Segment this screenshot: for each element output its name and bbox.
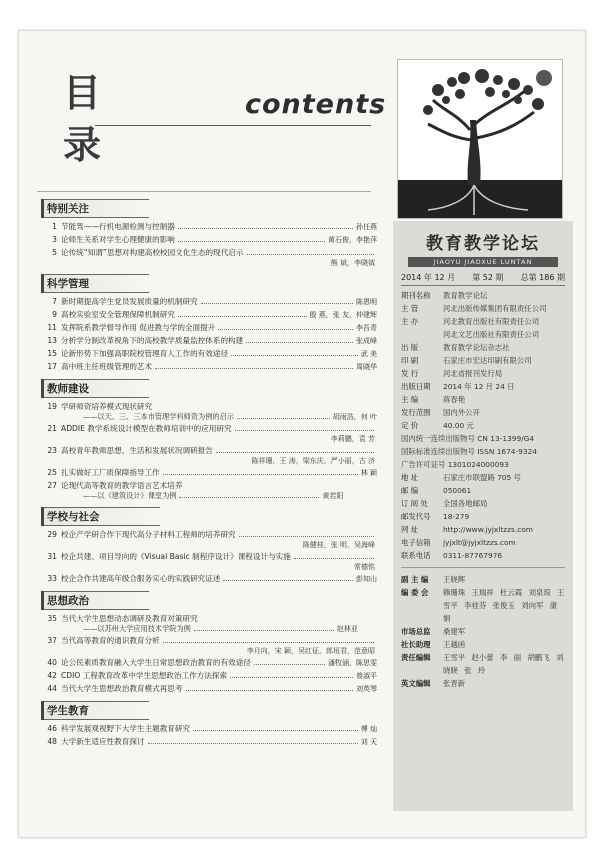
info-label: 印 刷 [401, 356, 419, 365]
article-author: 胡雨浩，何 叶 [332, 413, 377, 421]
info-value: 蒋春艳 [443, 395, 466, 404]
section-heading: 教师建设 [41, 379, 149, 398]
article-title: 大学新生适应性教育探讨 [61, 737, 145, 746]
toc-entry-line [41, 670, 377, 682]
info-label: 邮 编 [401, 486, 419, 495]
page-number: 40 [47, 658, 57, 667]
contents-heading: contents [245, 89, 387, 120]
staff-names: 桑建军 [443, 627, 466, 636]
article-title: 当代大学生思想动态调研及教育对策研究 [61, 614, 198, 623]
issue-rule [401, 285, 565, 286]
info-label: 网 址 [401, 525, 419, 534]
info-value: 教育教学论坛 [443, 291, 488, 300]
toc-entry-subline [41, 624, 377, 634]
info-label: 订 阅 处 [401, 499, 428, 508]
staff-rule [401, 567, 565, 568]
toc-entry-line [41, 613, 377, 624]
toc-entry [41, 736, 377, 748]
leader-dots [178, 316, 307, 317]
toc-entry-line [41, 551, 377, 562]
article-title: 新时期提高学生党员发展质量的机制研究 [61, 297, 198, 306]
leader-dots [194, 630, 334, 631]
toc-entry [41, 309, 377, 321]
info-label: 电子信箱 [401, 538, 431, 547]
toc-section [41, 377, 377, 501]
toc-entry-line [41, 221, 377, 233]
info-label: 期刊名称 [401, 291, 431, 300]
article-title: 高中班主任班级管理的艺术 [61, 362, 153, 371]
info-value-continued: 河北文艺出版社有限责任公司 [443, 330, 540, 339]
issue-date: 2014 年 12 月 [401, 273, 456, 282]
staff-names: 张晋新 [443, 679, 466, 688]
info-label: 联系电话 [401, 551, 431, 560]
toc-entry [41, 296, 377, 308]
leader-dots [179, 497, 319, 498]
info-row [401, 471, 565, 484]
page-number: 37 [47, 636, 57, 645]
info-value: http://www.jyjxltzzs.com [443, 525, 533, 534]
info-row [401, 302, 565, 315]
journal-title: 教育教学论坛 [426, 234, 540, 254]
article-title: 校企产学研合作下现代高分子材料工程师的培养研究 [61, 530, 236, 539]
info-value: jyjxlt@jyjxltzzs.com [443, 538, 516, 547]
staff-names: 赖珊珠 王瑞祥 杜云霞 刘泉琼 王雪平 李桂芬 张俊玉 刘向军 康 娟 [443, 588, 565, 623]
article-title: 发挥院系教学督导作用 促进教与学的全面提升 [61, 323, 216, 332]
toc-entry [41, 613, 377, 634]
article-title: 校企共建、项目导向的《Visual Basic 制程序设计》课程设计与实施 [61, 552, 291, 561]
page-number: 31 [47, 552, 57, 561]
article-author: 彭知山 [356, 575, 377, 583]
article-author-line: 陈祥珊，王 涛，梁东庆，严小丽，古 济 [251, 457, 375, 465]
leader-dots [216, 452, 374, 453]
info-row [401, 523, 565, 536]
info-row [401, 484, 565, 497]
article-title: ADDIE 教学系统设计模型在教师培训中的应用研究 [61, 424, 232, 433]
staff-row [401, 573, 565, 586]
info-row [401, 341, 565, 354]
page-number: 27 [47, 481, 57, 490]
info-label: 出版日期 [401, 382, 431, 391]
toc-entry-line [41, 322, 377, 334]
page-number: 9 [52, 310, 57, 319]
toc-entry [41, 234, 377, 246]
toc-entry-line [41, 573, 377, 585]
page-number: 23 [47, 446, 57, 455]
toc-entry-line [41, 401, 377, 412]
staff-row [401, 651, 565, 677]
toc-entry-line [41, 309, 377, 321]
leader-dots [237, 418, 330, 419]
info-value: 石家庄市联盟路 705 号 [443, 473, 521, 482]
toc-entry-line [41, 445, 377, 456]
article-author-line: 熊 斌，李晓钺 [330, 259, 375, 267]
info-row [401, 354, 565, 367]
toc-entry-subline [41, 491, 377, 501]
staff-names: 王晓辉 [443, 575, 466, 584]
leader-dots [235, 430, 374, 431]
toc-section [41, 197, 377, 268]
article-author: 刘 天 [360, 738, 377, 746]
page-number: 35 [47, 614, 57, 623]
leader-dots [178, 228, 353, 229]
staff-role: 市场总监 [401, 627, 431, 636]
article-author-line: 李莉鹏，袁 芳 [330, 435, 375, 443]
article-author: 赵林亚 [336, 625, 358, 633]
toc-entry-line [41, 361, 377, 373]
staff-role: 英文编辑 [401, 679, 431, 688]
info-value: 18-279 [443, 512, 470, 521]
toc-entry [41, 723, 377, 735]
header-mu: 目 [63, 70, 102, 115]
info-label: 发 行 [401, 369, 419, 378]
page-number: 21 [47, 424, 57, 433]
info-value: 全国各地邮局 [443, 499, 488, 508]
staff-names: 王越函 [443, 640, 466, 649]
page-number: 13 [47, 336, 57, 345]
toc-section [41, 589, 377, 695]
toc-entry [41, 322, 377, 334]
toc-entry-line [41, 635, 377, 646]
leader-dots [247, 254, 374, 255]
article-author-line: 李月向，宋 颖，吴红征，郎垣君，范意昭 [246, 647, 375, 655]
page-number: 42 [47, 671, 57, 680]
toc-entry-line [41, 234, 377, 246]
page-number: 11 [47, 323, 57, 332]
info-value: 河北出版传媒集团有限责任公司 [443, 304, 547, 313]
article-author: 黄石俊，李艳萍 [328, 236, 377, 244]
info-row [401, 419, 565, 432]
info-value: 河北教育出版社有限责任公司 [443, 317, 540, 326]
article-title: 科学发展观视野下大学生主题教育研究 [61, 724, 191, 733]
info-label: 主 编 [401, 395, 419, 404]
leader-dots [186, 690, 354, 691]
info-value: 石家庄市宏达印刷有限公司 [443, 356, 532, 365]
article-author: 曾淑平 [356, 672, 377, 680]
staff-role: 责任编辑 [401, 653, 431, 662]
toc-entry-subline [41, 412, 377, 422]
info-row [401, 289, 565, 302]
editorial-staff [393, 573, 573, 690]
journal-info-panel [393, 221, 573, 811]
info-row [401, 367, 565, 380]
info-value: 河北省报刊发行局 [443, 369, 503, 378]
info-value: 国内统一连续出版物号 CN 13-1399/G4 [401, 434, 535, 443]
info-row [401, 445, 565, 458]
info-row [401, 549, 565, 562]
info-row [401, 406, 565, 419]
page-number: 46 [47, 724, 57, 733]
info-value: 国内外公开 [443, 408, 480, 417]
info-label: 主 管 [401, 304, 419, 313]
leader-dots [201, 303, 353, 304]
toc-section [41, 505, 377, 585]
info-label: 发行范围 [401, 408, 431, 417]
article-author: 李吾青 [356, 324, 377, 332]
page-number: 5 [52, 248, 57, 257]
toc-entry [41, 221, 377, 233]
leader-dots [294, 558, 374, 559]
article-title: 论师生关系对学生心理健康的影响 [61, 235, 175, 244]
staff-role: 副 主 编 [401, 575, 429, 584]
toc-entry [41, 551, 377, 572]
leader-dots [246, 342, 353, 343]
info-value: 2014 年 12 月 24 日 [443, 382, 515, 391]
info-value: 教育教学论坛杂志社 [443, 343, 510, 352]
staff-row [401, 586, 565, 625]
toc-entry [41, 480, 377, 501]
toc-entry-line [41, 348, 377, 360]
leader-dots [239, 536, 374, 537]
info-value: 050061 [443, 486, 472, 495]
staff-row [401, 625, 565, 638]
info-row [401, 497, 565, 510]
article-title: 当代大学生思想政治教育模式再思考 [61, 684, 183, 693]
page-number: 19 [47, 402, 57, 411]
article-author: 黄若阳 [322, 492, 344, 500]
leader-dots [155, 368, 353, 369]
leader-dots [230, 677, 353, 678]
staff-role: 编 委 会 [401, 588, 429, 597]
article-title: 校企合作共建高年级合服务实心的实践研究证述 [61, 574, 221, 583]
article-author: 傅 灿 [360, 725, 377, 733]
cover-illustration [397, 59, 563, 219]
info-row [401, 432, 565, 445]
toc-entry-line [41, 529, 377, 540]
info-label: 出 版 [401, 343, 419, 352]
article-author: 潘牧涵，陈思雯 [328, 659, 377, 667]
header-lu: 录 [63, 122, 102, 167]
toc-entry-line [41, 335, 377, 347]
page-number: 15 [47, 349, 57, 358]
toc-entry [41, 348, 377, 360]
leader-dots [218, 329, 353, 330]
page-number: 29 [47, 530, 57, 539]
toc-entry [41, 445, 377, 466]
toc-entry [41, 529, 377, 550]
article-author: 周晓华 [356, 363, 377, 371]
leader-dots [254, 664, 325, 665]
article-author: 张成峰 [356, 337, 377, 345]
leader-dots [178, 241, 325, 242]
staff-row [401, 677, 565, 690]
article-title: 论传统“知谓”思想对构建高校校园文化生态的现代启示 [61, 248, 244, 257]
info-value: 0311-87767976 [443, 551, 503, 560]
toc-entry [41, 635, 377, 656]
article-author: 孙任燕 [356, 223, 377, 231]
magazine-page [18, 30, 586, 838]
info-row [401, 536, 565, 549]
page-number: 44 [47, 684, 57, 693]
toc-entry [41, 573, 377, 585]
toc-entry-line [41, 480, 377, 491]
info-row [401, 380, 565, 393]
article-author-line: 常德铭 [354, 563, 375, 571]
section-heading: 思想政治 [41, 591, 149, 610]
toc-entry [41, 361, 377, 373]
article-author: 武 美 [360, 350, 377, 358]
toc-entry-line [41, 296, 377, 308]
info-label: 定 价 [401, 421, 419, 430]
article-title: 扎实做好工厂质保障指导工作 [61, 468, 160, 477]
leader-dots [223, 580, 353, 581]
staff-row [401, 638, 565, 651]
leader-dots [193, 730, 358, 731]
article-title: 节能驾——行机电源检测与控制器 [61, 222, 175, 231]
section-heading: 特别关注 [41, 199, 149, 218]
page-number: 25 [47, 468, 57, 477]
toc-entry [41, 683, 377, 695]
article-subtitle: ——以天、三、三本市管理学科师资为例的启示 [83, 412, 234, 421]
page-number: 17 [47, 362, 57, 371]
toc-entry-line [41, 723, 377, 735]
journal-pinyin: JIAOYU JIAOXUE LUNTAN [408, 257, 558, 267]
toc-entry-line [41, 683, 377, 695]
tree-illustration-icon [398, 60, 562, 218]
leader-dots [163, 474, 358, 475]
toc-top-rule [37, 191, 371, 192]
article-subtitle: ——以苏州大学应用技术学院为例 [83, 624, 191, 633]
issue-number: 第 52 期 [472, 273, 504, 282]
toc-entry [41, 423, 377, 444]
toc-entry [41, 467, 377, 479]
article-title: 当代高等教育的通识教育分析 [61, 636, 160, 645]
toc-entry [41, 670, 377, 682]
info-row [401, 458, 565, 471]
toc-entry-line [41, 657, 377, 669]
issue-line [401, 272, 565, 283]
leader-dots [163, 642, 374, 643]
toc-entry-line [41, 467, 377, 479]
article-title: 高校青年教师思想、生活和发展状况调研报告 [61, 446, 213, 455]
info-value: 广告许可证号 1301024000093 [401, 460, 509, 469]
page-number: 7 [52, 297, 57, 306]
toc-entry [41, 247, 377, 268]
toc-entry [41, 657, 377, 669]
total-issue-number: 总第 186 期 [520, 273, 565, 282]
toc-entry-line [41, 247, 377, 258]
article-author: 陈恩明 [356, 298, 377, 306]
article-title: 学研师资培养模式现状研究 [61, 402, 153, 411]
article-author: 殷 燕，张 友，仲建辉 [309, 311, 377, 319]
article-title: CDIO 工程教育改革中学生思想政治工作方法探索 [61, 671, 228, 680]
info-value: 国际标准连续出版物号 ISSN 1674-9324 [401, 447, 537, 456]
article-author-line: 陈健桂，张 明，吴海峰 [302, 541, 375, 549]
toc-entry [41, 401, 377, 422]
info-label: 邮发代号 [401, 512, 431, 521]
info-row [401, 510, 565, 523]
header-rule [95, 125, 371, 126]
staff-names: 王雪平 赵小蕾 李 丽 胡鹏飞 刘晓晓 张 玲 [443, 653, 564, 675]
article-author: 林 颖 [360, 469, 377, 477]
publication-info [393, 289, 573, 562]
article-title: 论现代高等教育的教学语言艺术培养 [61, 481, 183, 490]
staff-role: 社长助理 [401, 640, 431, 649]
toc-entry [41, 335, 377, 347]
section-heading: 学生教育 [41, 701, 149, 720]
toc-entry-line [41, 736, 377, 748]
article-subtitle: ——以《建筑设计》课堂为例 [83, 491, 177, 500]
page-number: 3 [52, 235, 57, 244]
article-title: 分析学分制改革视角下的高校教学质量监控体系的构建 [61, 336, 244, 345]
info-row [401, 315, 565, 328]
article-title: 论新形势下加强高职院校管理育人工作的有效途径 [61, 349, 229, 358]
toc-entry-line [41, 423, 377, 434]
info-label: 主 办 [401, 317, 419, 326]
table-of-contents [41, 197, 377, 752]
toc-section [41, 272, 377, 373]
info-value: 40.00 元 [443, 421, 474, 430]
section-heading: 科学管理 [41, 274, 149, 293]
page-number: 33 [47, 574, 57, 583]
toc-section [41, 699, 377, 748]
leader-dots [148, 743, 358, 744]
article-title: 高校实验室安全管理保障机制研究 [61, 310, 175, 319]
section-heading: 学校与社会 [41, 507, 160, 526]
article-title: 论公民素质教育融入大学生日常思想政治教育的有效途径 [61, 658, 251, 667]
info-row [401, 393, 565, 406]
info-label: 地 址 [401, 473, 419, 482]
page-number: 1 [52, 222, 57, 231]
article-author: 刘英琴 [356, 685, 377, 693]
leader-dots [231, 355, 358, 356]
page-number: 48 [47, 737, 57, 746]
